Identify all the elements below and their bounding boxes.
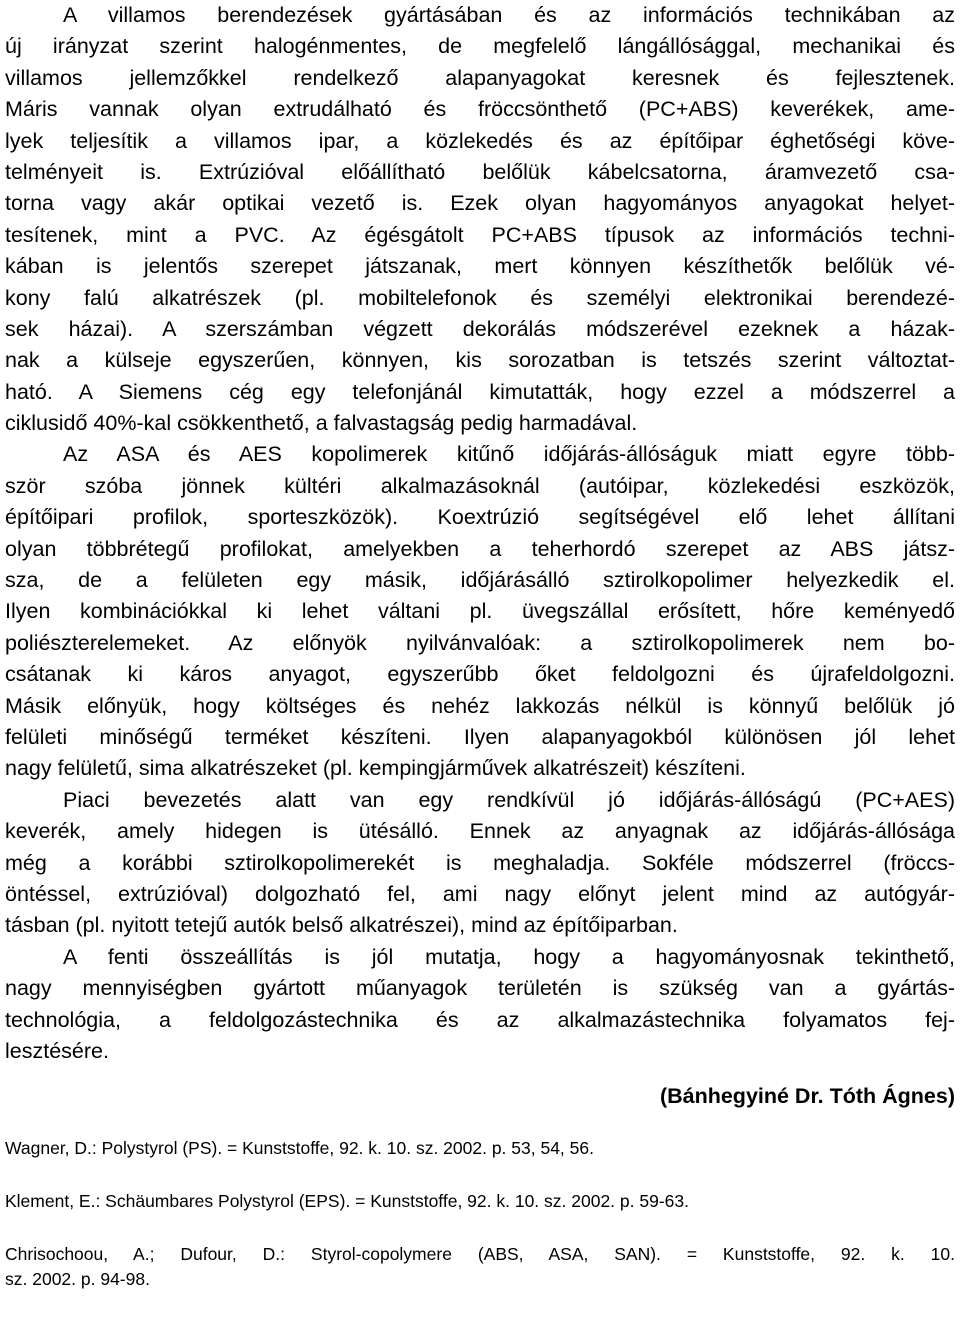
text-line: olyan többrétegű profilokat, amelyekben a teherhordó szerepet az ABS játsz- [5,536,955,561]
reference-line: Klement, E.: Schäumbares Polystyrol (EPS). = Kunststoffe, 92. k. 10. sz. 2002. p. 59-63. [5,1191,689,1212]
text-line: A fenti összeállítás is jól mutatja, hogy a hagyományosnak tekinthető, [63,944,955,969]
text-line: ciklusidő 40%-kal csökkenthető, a falvastagság pedig harmadával. [5,411,638,436]
text-line: lesztésére. [5,1038,109,1063]
text-line: tásban (pl. nyitott tetejű autók belső alkatrészei), mind az építőiparban. [5,913,678,938]
author-signature: (Bánhegyiné Dr. Tóth Ágnes) [659,1084,955,1109]
text-line: csátanak ki káros anyagot, egyszerűbb őket feldolgozni és újrafeldolgozni. [5,662,955,687]
text-line: technológia, a feldolgozástechnika és az alkalmazástechnika folyamatos fej- [5,1007,955,1032]
text-line: nagy felületű, sima alkatrészeket (pl. kempingjárművek alkatrészeit) készíteni. [5,756,746,781]
text-line: Ilyen kombinációkkal ki lehet váltani pl. üvegszállal erősített, hőre keményedő [5,599,955,624]
text-line: Az ASA és AES kopolimerek kitűnő időjárás-állóságuk miatt egyre több- [63,442,955,467]
text-line: nagy mennyiségben gyártott műanyagok területén is szükség van a gyártás- [5,976,955,1001]
text-line: telményeit is. Extrúzióval előállítható belőlük kábelcsatorna, áramvezető csa- [5,159,955,184]
text-line: kában is jelentős szerepet játszanak, mert könnyen készíthetők belőlük vé- [5,254,955,279]
text-line: poliészterelemeket. Az előnyök nyilvánvalóak: a sztirolkopolimerek nem bo- [5,630,955,655]
paragraph [5,785,955,942]
paragraph [5,439,955,784]
text-line: öntéssel, extrúzióval) dolgozható fel, ami nagy előnyt jelent mind az autógyár- [5,881,955,906]
text-line: sek házai). A szerszámban végzett dekorálás módszerével ezeknek a házak- [5,316,955,341]
reference-list [5,1136,955,1292]
reference-item [5,1136,955,1161]
paragraph [5,942,955,1068]
article-body [5,0,955,1067]
text-line: felületi minőségű terméket készíteni. Ilyen alapanyagokból különösen jól lehet [5,724,955,749]
text-line: kony falú alkatrészek (pl. mobiltelefonok és személyi elektronikai berendezé- [5,285,955,310]
text-line: tesítenek, mint a PVC. Az égésgátolt PC+ABS típusok az információs techni- [5,222,955,247]
reference-item [5,1242,955,1292]
text-line: új irányzat szerint halogénmentes, de megfelelő lángállósággal, mechanikai és [5,34,955,59]
paragraph [5,0,955,439]
text-line: ször szóba jönnek kültéri alkalmazásoknál (autóipar, közlekedési eszközök, [5,473,955,498]
reference-line: Wagner, D.: Polystyrol (PS). = Kunststoffe, 92. k. 10. sz. 2002. p. 53, 54, 56. [5,1138,594,1159]
text-line: Másik előnyük, hogy költséges és nehéz lakkozás nélkül is könnyű belőlük jó [5,693,955,718]
text-line: torna vagy akár optikai vezető is. Ezek olyan hagyományos anyagokat helyet- [5,191,955,216]
text-line: nak a külseje egyszerűen, könnyen, kis sorozatban is tetszés szerint változtat- [5,348,955,373]
text-line: Máris vannak olyan extrudálható és fröccsönthető (PC+ABS) keverékek, ame- [5,97,955,122]
text-line: Piaci bevezetés alatt van egy rendkívül jó időjárás-állóságú (PC+AES) [63,787,955,812]
text-line: ható. A Siemens cég egy telefonjánál kimutatták, hogy ezzel a módszerrel a [5,379,955,404]
text-line: A villamos berendezések gyártásában és az információs technikában az [63,3,955,27]
reference-line: Chrisochoou, A.; Dufour, D.: Styrol-copolymere (ABS, ASA, SAN). = Kunststoffe, 92. k. 10. [5,1244,955,1265]
text-line: építőipari profilok, sporteszközök). Koextrúzió segítségével elő lehet állítani [5,505,955,530]
document-page [5,0,955,1320]
text-line: villamos jellemzőkkel rendelkező alapanyagokat keresnek és fejlesztenek. [5,65,955,90]
text-line: sza, de a felületen egy másik, időjárásálló sztirolkopolimer helyezkedik el. [5,568,955,593]
text-line: még a korábbi sztirolkopolimerekét is meghaladja. Sokféle módszerrel (fröccs- [5,850,955,875]
text-line: keverék, amely hidegen is ütésálló. Ennek az anyagnak az időjárás-állósága [5,819,955,844]
text-line: lyek teljesítik a villamos ipar, a közlekedés és az építőipar éghetőségi köve- [5,128,955,153]
reference-line: sz. 2002. p. 94-98. [5,1269,150,1290]
reference-item [5,1189,955,1214]
